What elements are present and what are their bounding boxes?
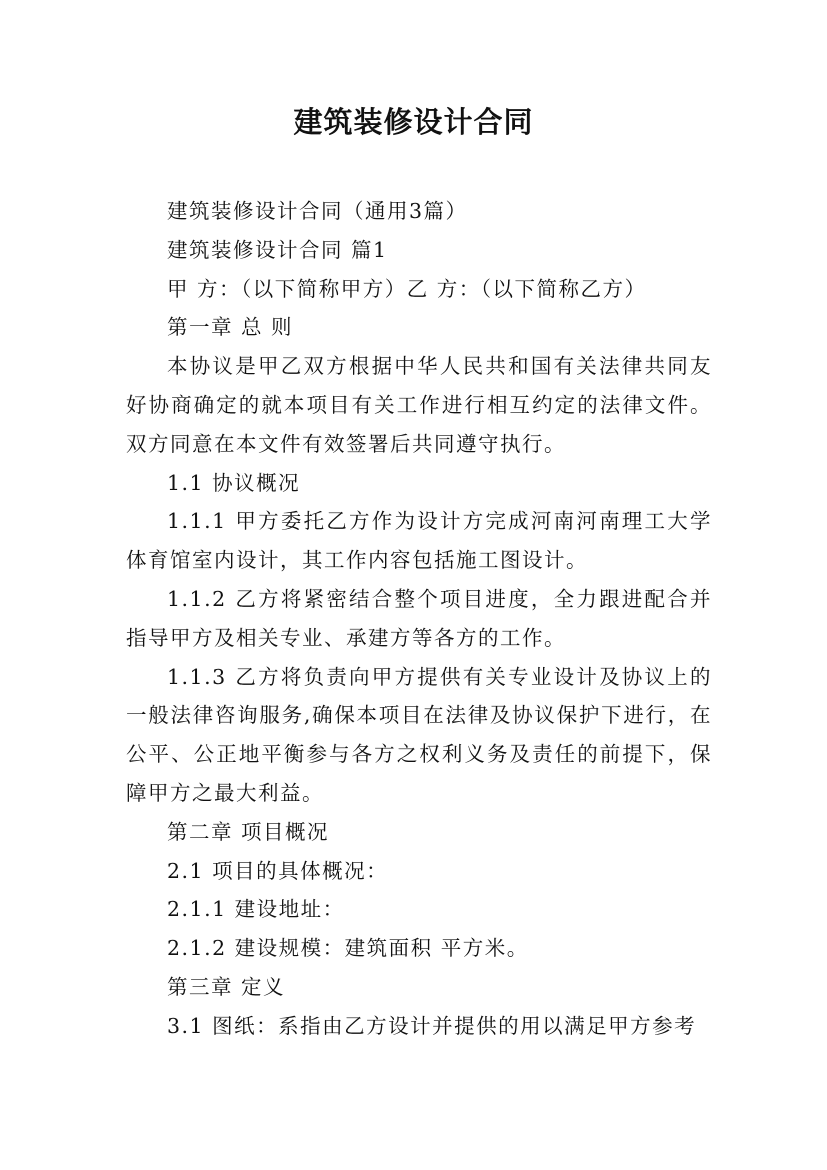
paragraph-parties: 甲 方：（以下简称甲方）乙 方：（以下简称乙方） [167, 276, 647, 301]
paragraph-part-heading: 建筑装修设计合同 篇1 [167, 237, 388, 262]
section-heading-1-1: 1.1 协议概况 [167, 470, 301, 495]
clause-1-1-1: 1.1.1 甲方委托乙方作为设计方完成河南河南理工大学体育馆室内设计，其工作内容包括施工图设计。 [126, 509, 712, 573]
clause-2-1-2: 2.1.2 建设规模：建筑面积 平方米。 [167, 936, 529, 961]
chapter-heading-2: 第二章 项目概况 [167, 819, 330, 844]
clause-1-1-3: 1.1.3 乙方将负责向甲方提供有关专业设计及协议上的一般法律咨询服务,确保本项目在法律及协议保护下进行，在公平、公正地平衡参与各方之权利义务及责任的前提下，保障甲方之最大利益。 [126, 664, 712, 805]
clause-1-1-2: 1.1.2 乙方将紧密结合整个项目进度，全力跟进配合并指导甲方及相关专业、承建方等各方的工作。 [126, 586, 712, 650]
chapter-heading-1: 第一章 总 则 [167, 315, 294, 340]
paragraph-intro: 本协议是甲乙双方根据中华人民共和国有关法律共同友好协商确定的就本项目有关工作进行相互约定的法律文件。双方同意在本文件有效签署后共同遵守执行。 [126, 354, 712, 456]
clause-2-1-1: 2.1.1 建设地址： [167, 897, 345, 922]
document-title: 建筑装修设计合同 [293, 105, 534, 139]
chapter-heading-3: 第三章 定义 [167, 974, 286, 999]
clause-3-1: 3.1 图纸：系指由乙方设计并提供的用以满足甲方参考 [167, 1013, 697, 1038]
section-heading-2-1: 2.1 项目的具体概况： [167, 858, 389, 883]
paragraph-subtitle: 建筑装修设计合同（通用3篇） [167, 199, 468, 223]
document-body [126, 192, 712, 1046]
